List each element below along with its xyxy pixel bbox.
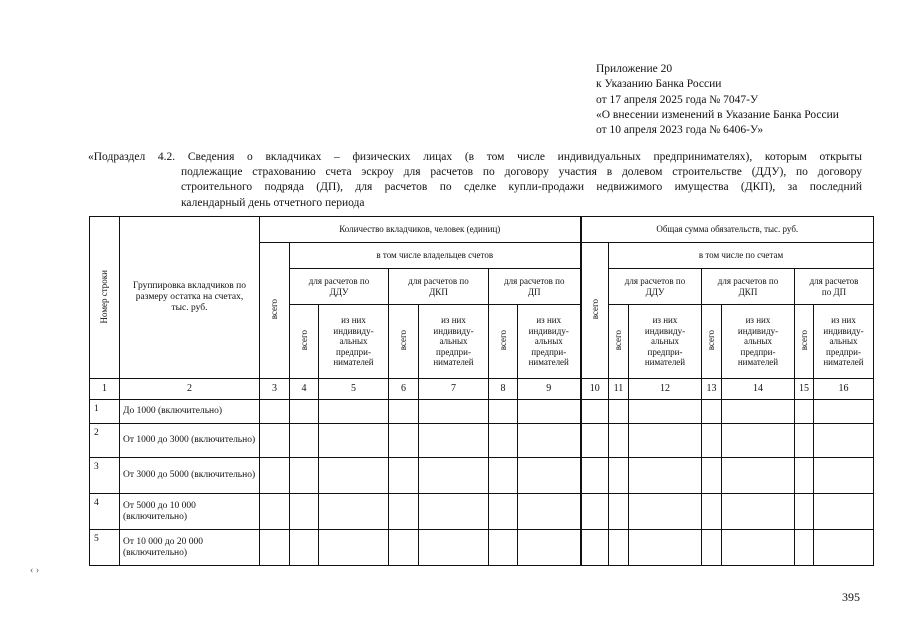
header-sub-total: всего	[290, 305, 319, 379]
header-incl-accounts: в том числе по счетам	[609, 243, 874, 269]
header-sub-total: всего	[389, 305, 419, 379]
column-number: 4	[290, 379, 319, 400]
row-label: От 3000 до 5000 (включительно)	[120, 458, 260, 494]
column-number: 9	[518, 379, 581, 400]
header-of-them: из них индивиду-альных предпри-нимателей	[419, 305, 489, 379]
header-of-them: из них индивиду-альных предпри-нимателей	[319, 305, 389, 379]
depositors-table	[89, 216, 874, 566]
header-of-them: из них индивиду-альных предпри-нимателей	[518, 305, 581, 379]
row-number: 4	[90, 494, 120, 530]
header-of-them: из них индивиду-альных предпри-нимателей	[629, 305, 702, 379]
column-number: 11	[609, 379, 629, 400]
header-of-them: из них индивиду-альных предпри-нимателей	[814, 305, 874, 379]
column-number: 15	[795, 379, 814, 400]
header-ddu: для расчетов по ДДУ	[290, 269, 389, 305]
table-row	[90, 400, 874, 424]
header-row-number: Номер строки	[90, 217, 120, 379]
column-number: 16	[814, 379, 874, 400]
appendix-block	[596, 62, 839, 138]
header-ddu: для расчетов по ДДУ	[609, 269, 702, 305]
column-number: 2	[120, 379, 260, 400]
header-sum-total: всего	[581, 243, 609, 379]
header-incl-owners: в том числе владельцев счетов	[290, 243, 581, 269]
corner-mark: ‹ ›	[30, 565, 40, 576]
row-number: 1	[90, 400, 120, 424]
row-label: От 1000 до 3000 (включительно)	[120, 424, 260, 458]
header-dp: для расчетов по ДП	[489, 269, 581, 305]
column-number: 3	[260, 379, 290, 400]
appendix-line: «О внесении изменений в Указание Банка России	[596, 108, 839, 121]
title-line: строительного подряда (ДП), для расчетов по сделке купли-продажи недвижимого имущества (ДКП), за последний	[181, 181, 862, 194]
subsection-title	[88, 150, 862, 211]
header-of-them: из них индивиду-альных предпри-нимателей	[722, 305, 795, 379]
header-sub-total: всего	[702, 305, 722, 379]
appendix-line: от 17 апреля 2025 года № 7047-У	[596, 93, 759, 106]
table-row	[90, 530, 874, 566]
row-number: 2	[90, 424, 120, 458]
title-line: подлежащие страхованию счета эскроу для расчетов по договору участия в долевом строительстве (ДДУ), по договору	[181, 166, 862, 179]
column-number: 6	[389, 379, 419, 400]
appendix-line: Приложение 20	[596, 63, 673, 75]
table-row	[90, 424, 874, 458]
column-number: 7	[419, 379, 489, 400]
column-number: 1	[90, 379, 120, 400]
row-label: От 5000 до 10 000 (включительно)	[120, 494, 260, 530]
table-row	[90, 458, 874, 494]
header-sub-total: всего	[489, 305, 518, 379]
header-sub-total: всего	[609, 305, 629, 379]
row-label: От 10 000 до 20 000 (включительно)	[120, 530, 260, 566]
column-number: 5	[319, 379, 389, 400]
header-count-total: всего	[260, 243, 290, 379]
appendix-line: к Указанию Банка России	[596, 78, 722, 91]
column-number: 14	[722, 379, 795, 400]
table-row	[90, 494, 874, 530]
header-dkp: для расчетов по ДКП	[702, 269, 795, 305]
header-grouping: Группировка вкладчиков по размеру остатка на счетах, тыс. руб.	[120, 217, 260, 379]
column-number: 10	[581, 379, 609, 400]
column-number: 13	[702, 379, 722, 400]
header-count-group: Количество вкладчиков, человек (единиц)	[260, 217, 581, 243]
column-number: 12	[629, 379, 702, 400]
header-sum-group: Общая сумма обязательств, тыс. руб.	[581, 217, 874, 243]
title-line: «Подраздел 4.2. Сведения о вкладчиках – физических лицах (в том числе индивидуальных предпринимателях), которым открыты	[88, 151, 862, 163]
column-number: 8	[489, 379, 518, 400]
row-number: 5	[90, 530, 120, 566]
header-dp: для расчетов по ДП	[795, 269, 874, 305]
row-label: До 1000 (включительно)	[120, 400, 260, 424]
appendix-line: от 10 апреля 2023 года № 6406-У»	[596, 124, 764, 137]
column-number-row	[90, 379, 874, 400]
header-sub-total: всего	[795, 305, 814, 379]
header-dkp: для расчетов по ДКП	[389, 269, 489, 305]
title-line: календарный день отчетного периода	[181, 196, 365, 209]
row-number: 3	[90, 458, 120, 494]
page-number: 395	[842, 590, 860, 604]
